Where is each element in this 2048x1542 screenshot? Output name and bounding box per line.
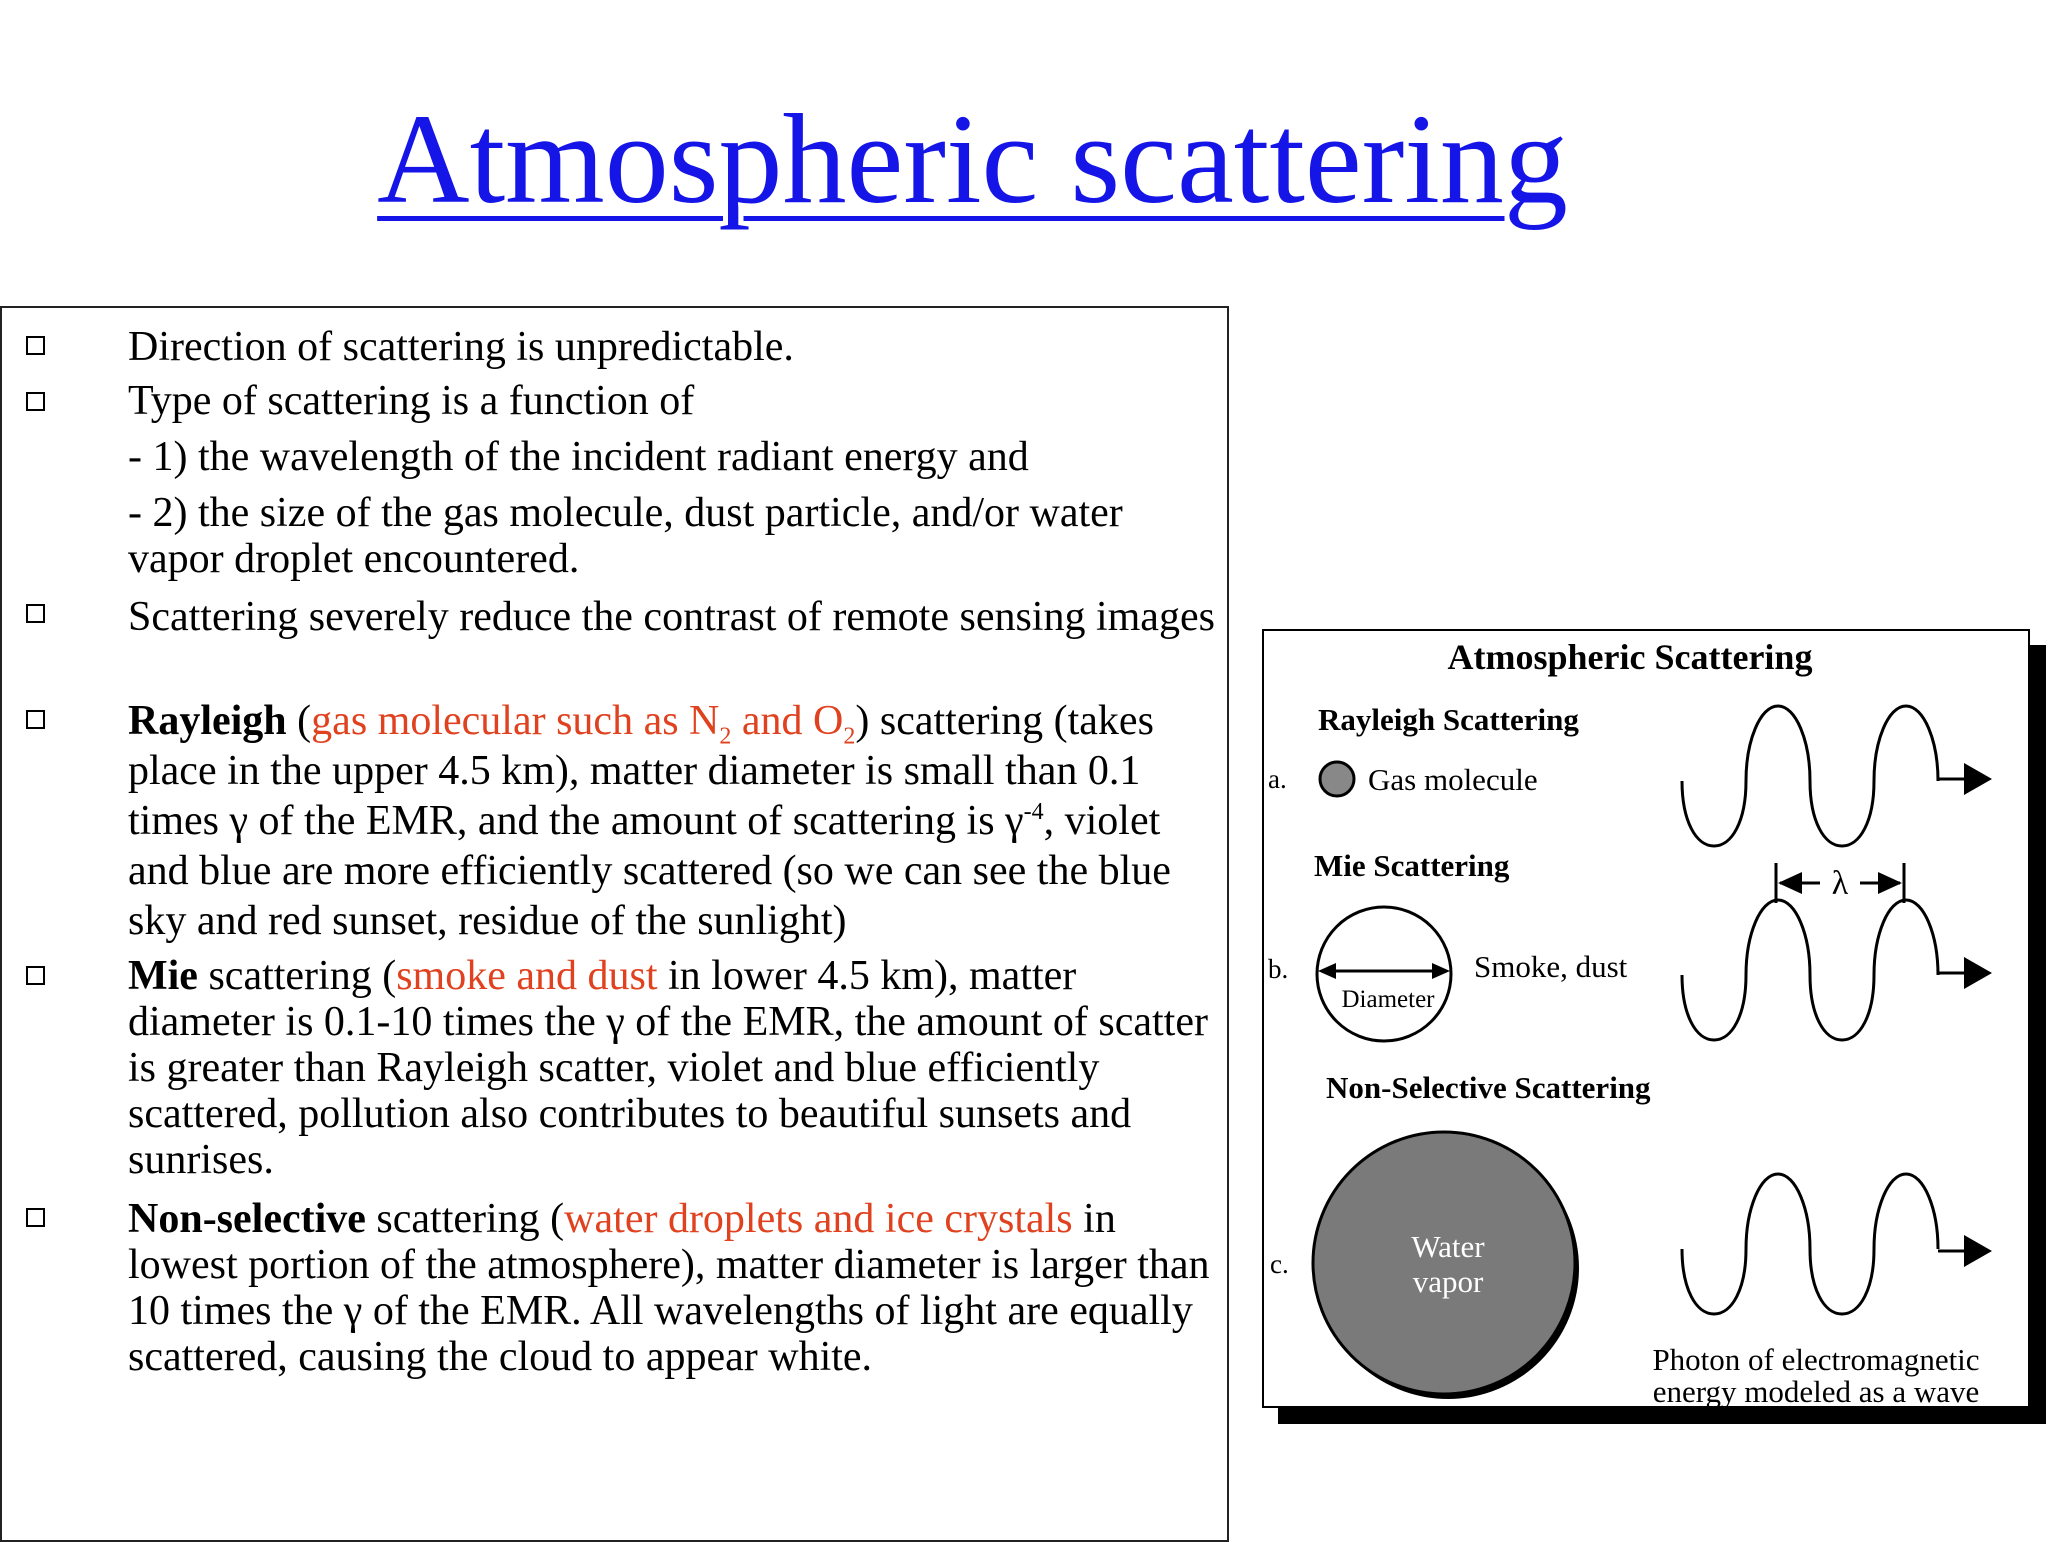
bullet-marker-5 [26, 966, 45, 985]
figure-title: Atmospheric Scattering [1447, 637, 1813, 677]
rayleigh-wave-icon [1682, 706, 1938, 846]
nonselective-rest: in lowest portion of the atmosphere), matter diameter is larger than 10 times the γ of the EMR. All wavelengths of light are equally scattered, causing the cloud to appear white. [128, 1196, 1210, 1380]
bullet-marker-3 [26, 604, 45, 623]
bullet-text-nonselective [128, 1196, 1218, 1380]
mie-mid: scattering ( [197, 953, 397, 999]
rayleigh-letter: a. [1268, 764, 1287, 794]
figure-diagram [1264, 631, 2032, 1410]
bullet-text-2: Type of scattering is a function of [128, 378, 695, 424]
rayleigh-exponent: -4 [1023, 799, 1044, 825]
scattering-figure [1262, 629, 2046, 1424]
nonselective-heading: Non-Selective Scattering [1326, 1070, 1651, 1105]
figure-frame [1262, 629, 2030, 1408]
bullet-text-rayleigh [128, 696, 1218, 946]
bullet-text-3: Scattering severely reduce the contrast of remote sensing images [128, 594, 1215, 640]
rayleigh-heading: Rayleigh Scattering [1318, 702, 1579, 737]
wave-caption-2: energy modeled as a wave [1652, 1374, 1980, 1409]
bullet-text-mie [128, 953, 1218, 1183]
nonselective-term: Non-selective [128, 1196, 366, 1242]
sub-item-2: - 2) the size of the gas molecule, dust particle, and/or water vapor droplet encountered. [128, 490, 1123, 582]
lambda-symbol: λ [1831, 865, 1849, 902]
gas-molecule-icon [1320, 762, 1354, 796]
rayleigh-arrow-icon [1964, 763, 1992, 795]
bullet-marker-2 [26, 392, 45, 411]
mie-term: Mie [128, 953, 198, 999]
mie-letter: b. [1268, 954, 1289, 984]
nonselective-letter: c. [1270, 1249, 1289, 1279]
nonselective-arrow-icon [1964, 1235, 1992, 1267]
bullet-marker-4 [26, 710, 45, 729]
bullet-marker-6 [26, 1208, 45, 1227]
mie-heading: Mie Scattering [1314, 848, 1510, 883]
rayleigh-body: ) scattering (takes place in the upper 4.5 km), matter diameter is small than 0.1 times γ of the EMR, and the amount of scattering is γ [128, 698, 1154, 844]
text-panel [0, 306, 1229, 1542]
sub-item-1: - 1) the wavelength of the incident radiant energy and [128, 434, 1029, 480]
lambda-arrow-right-icon [1878, 872, 1902, 894]
lambda-arrow-left-icon [1778, 872, 1802, 894]
bullet-text-1: Direction of scattering is unpredictable. [128, 324, 794, 370]
rayleigh-term: Rayleigh [128, 698, 287, 744]
mie-wave-icon [1682, 900, 1938, 1040]
nonselective-mid: scattering ( [365, 1196, 565, 1242]
rayleigh-paren: ( [286, 698, 312, 744]
rayleigh-highlight: gas molecular such as $N_2$ and $O_2$ [311, 698, 856, 750]
wave-caption-1: Photon of electromagnetic [1652, 1342, 1980, 1377]
diameter-label: Diameter [1341, 986, 1435, 1013]
nonselective-highlight: water droplets and ice crystals [564, 1196, 1073, 1242]
smoke-particle-icon [1317, 907, 1451, 1041]
nonselective-wave-icon [1682, 1174, 1938, 1314]
rayleigh-label: Gas molecule [1368, 762, 1538, 797]
mie-label: Smoke, dust [1474, 949, 1628, 984]
mie-arrow-icon [1964, 957, 1992, 989]
page-title: Atmospheric scattering [377, 88, 1568, 230]
bullet-marker-1 [26, 336, 45, 355]
water-vapor-label-2: vapor [1412, 1264, 1484, 1299]
mie-highlight: smoke and dust [396, 953, 658, 999]
water-vapor-label-1: Water [1411, 1229, 1485, 1264]
rayleigh-rest: , violet and blue are more efficiently scattered (so we can see the blue sky and red sunset, residue of the sunlight) [128, 798, 1171, 944]
mie-rest: in lower 4.5 km), matter diameter is 0.1-10 times the γ of the EMR, the amount of scatter is greater than Rayleigh scatter, violet and blue efficiently scattered, pollution also contributes to beautiful sunsets and sunrises. [128, 953, 1208, 1183]
